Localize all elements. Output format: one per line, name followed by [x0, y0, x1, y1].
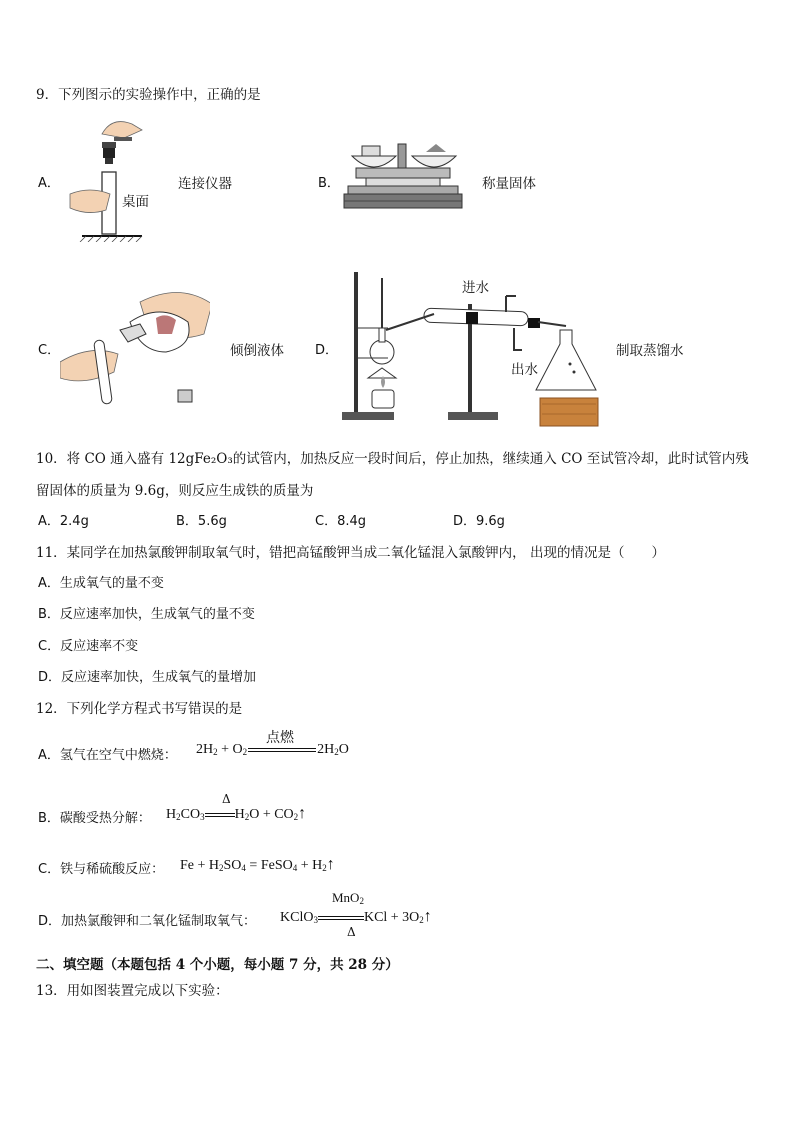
q11-option-a: A．生成氧气的量不变 [38, 576, 164, 591]
q10-line2: 留固体的质量为 9.6g，则反应生成铁的质量为 [36, 483, 314, 499]
q12-stem: 12．下列化学方程式书写错误的是 [36, 701, 243, 717]
q9-stem: 9．下列图示的实验操作中，正确的是 [36, 87, 261, 103]
connect-apparatus-figure [62, 112, 152, 242]
q12-option-c-label: C．铁与稀硫酸反应： [38, 862, 165, 877]
q12-option-a-label: A．氢气在空气中燃烧： [38, 748, 177, 763]
q11-option-d: D．反应速率加快，生成氧气的量增加 [38, 670, 257, 685]
q9-b-caption: 称量固体 [482, 176, 536, 192]
q12-a-equation: $2H_2 + O_2$ $2H_2O$ [196, 742, 349, 757]
q9-a-letter: A． [38, 176, 60, 191]
q12-b-equation: $H_2CO_3$ $H_2O$ + $CO_2↑$ [166, 805, 307, 822]
q12-a-condition: 点燃 [266, 730, 294, 746]
q12-c-equation: $Fe + H_2SO_4$ = FeSO$_4$ + $H_2↑$ [180, 856, 335, 873]
q13-stem: 13．用如图装置完成以下实验： [36, 983, 229, 999]
q9-b-letter: B． [318, 176, 340, 191]
q10-option-a: A．2.4g [38, 514, 89, 529]
q11-stem: 11．某同学在加热氯酸钾制取氧气时，错把高锰酸钾当成二氧化锰混入氯酸钾内， 出现的情况是（ ） [36, 545, 665, 561]
balance-figure [342, 138, 464, 222]
q12-d-equation: KClO$_3$ KCl + $3O_2↑$ [280, 908, 432, 925]
q9-c-caption: 倾倒液体 [230, 343, 284, 359]
q12-option-d-label: D．加热氯酸钾和二氧化锰制取氧气： [38, 914, 257, 929]
q10-option-c: C．8.4g [315, 514, 367, 529]
q11-option-b: B．反应速率加快，生成氧气的量不变 [38, 607, 255, 622]
water-out-label: 出水 [511, 362, 538, 378]
section-heading: 二、填空题（本题包括 4 个小题，每小题 7 分，共 28 分） [36, 957, 399, 973]
q9-c-letter: C． [38, 343, 61, 358]
water-in-label: 进水 [462, 280, 489, 296]
q12-d-condition: Δ [347, 925, 356, 939]
q10-line1: 10．将 CO 通入盛有 12gFe₂O₃的试管内，加热反应一段时间后，停止加热，继续通入 CO 至试管冷却，此时试管内残 [36, 451, 749, 467]
q9-a-caption: 连接仪器 [178, 176, 232, 192]
q9-d-letter: D． [315, 343, 339, 358]
table-surface-label: 桌面 [122, 194, 149, 210]
q10-option-b: B．5.6g [176, 514, 227, 529]
q12-option-b-label: B．碳酸受热分解： [38, 811, 151, 826]
q11-option-c: C．反应速率不变 [38, 639, 139, 654]
q12-b-condition: Δ [222, 792, 231, 806]
q12-d-catalyst: MnO$_2$ [332, 890, 364, 906]
pour-liquid-figure [60, 282, 210, 414]
q9-d-caption: 制取蒸馏水 [616, 343, 684, 359]
q10-option-d: D．9.6g [453, 514, 505, 529]
